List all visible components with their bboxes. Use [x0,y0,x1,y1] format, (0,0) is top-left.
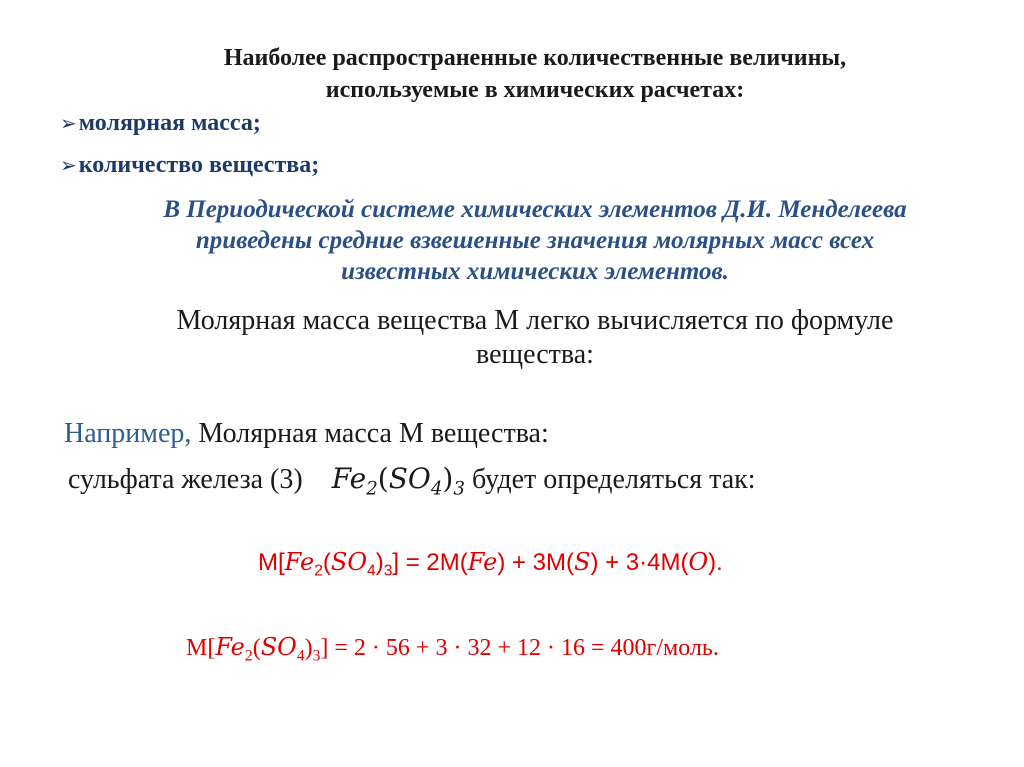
slide-heading [60,42,1010,106]
molar-mass-note [55,304,1015,372]
heading-line-2: используемые в химических расчетах: [325,77,745,103]
iron-sulfate-formula: $Fe_2(SO_4)_3$ [331,462,465,500]
example-substance-name: сульфата железа (3) [68,464,303,495]
bullet-label: количество вещества; [78,152,320,178]
example-intro: Например, [64,418,192,449]
periodic-note-line-2: приведены средние взвешенные значения молярных масс всех [195,227,875,254]
heading-line-1: Наиболее распространенные количественные величины, [223,45,847,71]
example-rest: Молярная масса М вещества: [191,418,549,449]
example-continuation: будет определяться так: [471,464,756,495]
molar-mass-calculation: $M[Fe_2(SO_4)_3] = 2 \cdot 56 + 3 \cdot 32 + 12 \cdot 16$ = 400г/моль. [186,633,719,665]
bullet-molar-mass [60,110,261,137]
arrow-bullet-icon: ➢ [60,153,77,177]
molar-mass-note-line-2: вещества: [476,339,594,370]
arrow-bullet-icon: ➢ [60,111,77,135]
bullet-amount-of-substance [60,152,319,179]
periodic-note-line-1: В Периодической системе химических элементов Д.И. Менделеева [163,196,907,223]
periodic-table-note [55,194,1015,287]
molar-mass-formula: $M[Fe_2(SO_4)_3] = 2M(Fe) + 3M(S) + 3\cdot 4M(O)$. [258,548,723,580]
molar-mass-note-line-1: Молярная масса вещества М легко вычисляется по формуле [176,305,894,336]
example-line-2 [68,462,756,500]
example-line-1 [64,418,549,450]
periodic-note-line-3: известных химических элементов. [341,258,729,285]
bullet-label: молярная масса; [78,110,261,136]
